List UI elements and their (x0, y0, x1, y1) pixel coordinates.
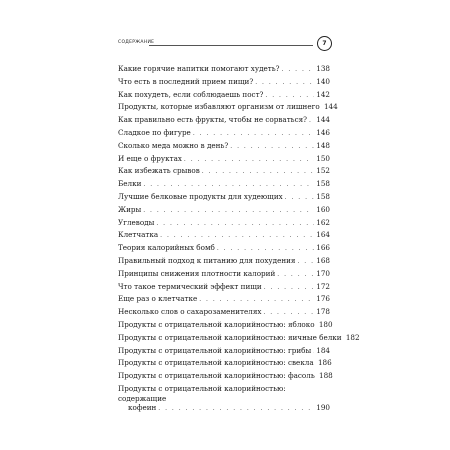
toc-entry-page: 146 (316, 127, 330, 137)
dot-leader (255, 77, 314, 90)
toc-entry (118, 332, 360, 345)
dot-leader (158, 404, 314, 414)
toc-entry-page: 140 (316, 76, 330, 86)
dot-leader (297, 256, 314, 269)
toc-entry-title: Правильный подход к питанию для похудения (118, 255, 296, 265)
header-rule (149, 45, 313, 46)
toc-entry (118, 191, 330, 204)
toc-entry-page: 144 (316, 115, 330, 125)
toc-entry-page: 152 (316, 166, 330, 176)
toc-entry (118, 63, 330, 76)
toc-entry (118, 370, 333, 383)
toc-entry (118, 204, 330, 217)
dot-leader (309, 115, 314, 128)
toc-entry-title: Сколько меда можно в день? (118, 140, 229, 150)
toc-entry (118, 153, 330, 166)
dot-leader (230, 141, 314, 154)
toc-entry-title: Углеводы (118, 217, 155, 227)
toc-entry-page: 162 (316, 217, 330, 227)
toc-entry-title: Продукты с отрицательной калорийностью: яблоко (118, 319, 315, 329)
toc-entry (118, 178, 330, 191)
toc-entry (118, 140, 330, 153)
page-number-badge: 7 (317, 36, 332, 51)
toc-entry-page: 166 (316, 243, 330, 253)
toc-entry (118, 114, 330, 127)
toc-entry (118, 76, 330, 89)
dot-leader (156, 218, 314, 231)
toc-entry-page: 142 (316, 89, 330, 99)
toc-entry-title: Как похудеть, если соблюдаешь пост? (118, 89, 264, 99)
toc-entry-page: 148 (316, 140, 330, 150)
toc-entry-title: Жиры (118, 204, 142, 214)
toc-entry (118, 268, 330, 281)
toc-entry-page: 182 (345, 332, 360, 342)
dot-leader (285, 192, 314, 205)
toc-entry (118, 127, 330, 140)
dot-leader (277, 269, 314, 282)
toc-entry (118, 293, 330, 306)
toc-entry-page: 184 (316, 345, 330, 355)
toc-entry-title-continued: кофеин (128, 403, 157, 413)
toc-entry (118, 357, 330, 370)
toc-entry-title: Какие горячие напитки помогают худеть? (118, 64, 280, 73)
toc-entry-title: Продукты с отрицательной калорийностью: грибы (118, 345, 312, 355)
toc-entry-title: Белки (118, 179, 142, 189)
toc-entry-page: 186 (317, 358, 332, 368)
toc-entry-title: Что такое термический эффект пищи (118, 281, 262, 291)
dot-leader (202, 166, 314, 179)
toc-entry-page: 188 (319, 371, 333, 381)
toc-entry-page: 176 (316, 294, 330, 304)
dot-leader (184, 154, 314, 167)
toc-entry-title: Несколько слов о сахарозаменителях (118, 307, 262, 317)
toc-entry-page: 164 (316, 230, 330, 240)
toc-entry (118, 229, 330, 242)
toc-entry-page: 178 (316, 307, 330, 317)
toc-entry-page: 160 (316, 204, 330, 214)
toc-entry (118, 384, 330, 414)
toc-entry-title: Продукты с отрицательной калорийностью: яичные белки (118, 332, 342, 342)
toc-entry (118, 255, 330, 268)
toc-entry-title: Что есть в последний прием пищи? (118, 76, 254, 86)
toc-entry (118, 319, 333, 332)
toc-entry (118, 306, 330, 319)
toc-entry-page: 138 (316, 64, 330, 73)
toc-entry-title: Принципы снижения плотности калорий (118, 268, 276, 278)
toc-entry-page: 168 (316, 255, 330, 265)
toc-entry-page: 170 (316, 268, 330, 278)
toc-entry-title: Продукты с отрицательной калорийностью: свекла (118, 358, 314, 368)
toc-entry (118, 345, 330, 358)
toc-entry-title: Продукты, которые избавляют организм от лишнего (118, 102, 320, 112)
toc-entry-title: Продукты с отрицательной калорийностью: содержащие (118, 384, 286, 403)
toc-entry-page: 180 (318, 319, 333, 329)
toc-entry-title: Лучшие белковые продукты для худеющих (118, 191, 283, 201)
table-of-contents (118, 63, 360, 414)
toc-entry-title: Сладкое по фигуре (118, 127, 191, 137)
toc-entry-title: Еще раз о клетчатке (118, 294, 198, 304)
toc-entry-title: И еще о фруктах (118, 153, 182, 163)
toc-entry-title: Теория калорийных бомб (118, 243, 215, 253)
toc-entry (118, 89, 330, 102)
toc-entry (118, 165, 330, 178)
toc-entry-page: 172 (316, 281, 330, 291)
toc-entry-title: Клетчатка (118, 230, 159, 240)
toc-entry-page: 158 (316, 179, 330, 189)
running-head: СОДЕРЖАНИЕ (118, 40, 155, 45)
toc-entry-title: Как избежать срывов (118, 166, 200, 176)
toc-entry-title: Продукты с отрицательной калорийностью: фасоль (118, 371, 315, 381)
toc-entry-page: 144 (323, 102, 338, 112)
toc-entry (118, 101, 338, 114)
toc-entry (118, 217, 330, 230)
dot-leader (282, 64, 315, 77)
dot-leader (143, 205, 314, 218)
toc-entry (118, 242, 330, 255)
toc-entry-page: 158 (316, 191, 330, 201)
toc-entry-title: Как правильно есть фрукты, чтобы не сорваться? (118, 115, 307, 125)
toc-entry-page: 150 (316, 153, 330, 163)
toc-entry (118, 281, 330, 294)
dot-leader (264, 282, 314, 295)
toc-entry-page: 190 (316, 403, 330, 413)
